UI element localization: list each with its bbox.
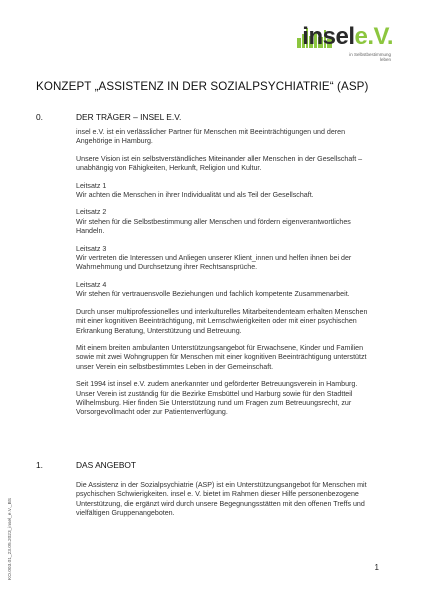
logo-tagline (349, 52, 391, 62)
section-title: DAS ANGEBOT (76, 460, 137, 470)
paragraph: Seit 1994 ist insel e.V. zudem anerkannter und geförderter Betreuungsverein in Hamburg. Unser Verein ist zuständig für die Bezirke Emsbüttel und Harburg sowie für den Stadtteil Wilhelmsburg. Hier finden Sie Unterstützung rund um Fragen zum Betreuungsrecht, zur Vorsorgevollmacht oder zur Patientenverfügung. (76, 380, 358, 417)
paragraph: Unsere Vision ist ein selbstverständliches Miteinander aller Menschen in der Gesellschaft – unabhängig von Fähigkeiten, Herkunft, Religion und Kultur. (76, 154, 363, 173)
paragraph: Mit einem breiten ambulanten Unterstützungsangebot für Erwachsene, Kinder und Familien sowie mit zwei Wohngruppen für Menschen mit einer kognitiven Beeinträchtigung unterstützt unser Verein ein selbstbestimmtes Leben in der Gemeinschaft. (76, 343, 367, 371)
section-number: 0. (36, 112, 43, 122)
paragraph: Die Assistenz in der Sozialpsychiatrie (ASP) ist ein Unterstützungsangebot für Menschen mit psychischen Schwierigkeiten. insel e. V. bietet im Rahmen dieser Hilfe personenbezogene Unterstützung, die ergänzt wird durch unsere Begegnungsstätten mit den offenen Treffs und vielfältigen Gruppenangeboten. (76, 481, 367, 518)
insel-logo (295, 16, 395, 66)
document-title: KONZEPT „ASSISTENZ IN DER SOZIALPSYCHIATRIE“ (ASP) (36, 80, 369, 93)
document-code: KO.003.01_23.05.2023_insel_e.V._BS (8, 498, 13, 580)
logo-tagline-line-1: in Selbstbestimmung (349, 52, 391, 57)
logo-wordmark (302, 25, 393, 49)
paragraph: Leitsatz 2 Wir stehen für die Selbstbestimmung aller Menschen und fördern eigenverantwortliches Handeln. (76, 208, 351, 236)
paragraph: Durch unser multiprofessionelles und interkulturelles Mitarbeitendenteam erhalten Menschen mit einer kognitiven Beeinträchtigung, mit Lernschwierigkeiten oder mit einer psychischen Erkrankung Beratung, Unterstützung und Betreuung. (76, 307, 368, 335)
section-heading-1 (36, 460, 136, 470)
section-number: 1. (36, 460, 43, 470)
logo-word-insel: insel (302, 23, 355, 50)
section-title: DER TRÄGER – INSEL E.V. (76, 112, 182, 122)
paragraph: Leitsatz 1 Wir achten die Menschen in ihrer Individualität und als Teil der Gesellschaft. (76, 181, 314, 200)
section-body-1 (76, 481, 376, 519)
paragraph: insel e.V. ist ein verlässlicher Partner für Menschen mit Beeinträchtigungen und deren Angehörige in Hamburg. (76, 128, 346, 146)
logo-word-ev: e.V. (354, 23, 393, 50)
paragraph: Leitsatz 4 Wir stehen für vertrauensvolle Beziehungen und fachlich kompetente Zusammenarbeit. (76, 280, 350, 299)
paragraph: Leitsatz 3 Wir vertreten die Interessen und Anliegen unserer Klient_innen und helfen ihnen bei der Wahrnehmung und Durchsetzung ihrer Rechtsansprüche. (76, 244, 352, 272)
logo-tagline-line-2: leben (379, 57, 391, 62)
page-number: 1 (374, 563, 379, 572)
section-heading-0 (36, 112, 181, 122)
section-body-0 (76, 128, 376, 418)
